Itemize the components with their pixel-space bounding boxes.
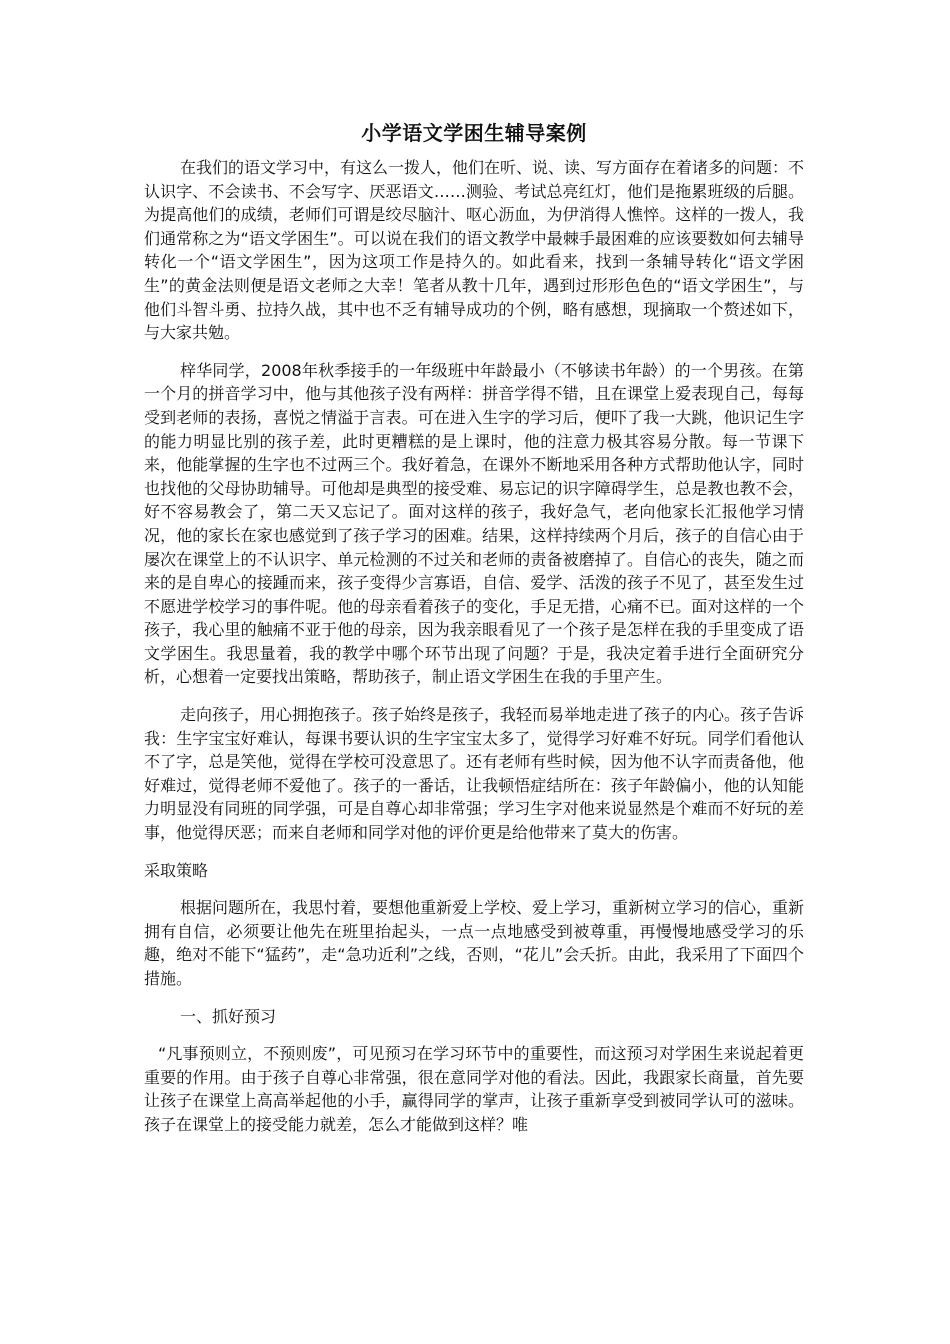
paragraph-case-background: 梓华同学，2008年秋季接手的一年级班中年龄最小（不够读书年龄）的一个男孩。在第一个月的拼音学习中，他与其他孩子没有两样：拼音学得不错，且在课堂上爱表现自己，每每受到老师的表扬，喜悦之情溢于言表。可在进入生字的学习后，便吓了我一大跳，他识记生字的能力明显比别的孩子差，此时更糟糕的是上课时，他的注意力极其容易分散。每一节课下来，他能掌握的生字也不过两三个。我好着急，在课外不断地采用各种方式帮助他认字，同时也找他的父母协助辅导。可他却是典型的接受难、易忘记的识字障碍学生，总是教也教不会，好不容易教会了，第二天又忘记了。面对这样的孩子，我好急气，老向他家长汇报他学习情况，他的家长在家也感觉到了孩子学习的困难。结果，这样持续两个月后，孩子的自信心由于屡次在课堂上的不认识字、单元检测的不过关和老师的责备被磨掉了。自信心的丧失，随之而来的是自卑心的接踵而来，孩子变得少言寡语，自信、爱学、活泼的孩子不见了，甚至发生过不愿进学校学习的事件呢。他的母亲看着孩子的变化，手足无措，心痛不已。面对这样的一个孩子，我心里的触痛不亚于他的母亲，因为我亲眼看见了一个孩子是怎样在我的手里变成了语文学困生。我思量着，我的教学中哪个环节出现了问题？于是，我决定着手进行全面研究分析，心想着一定要找出策略，帮助孩子，制止语文学困生在我的手里产生。 bbox=[144, 360, 804, 687]
paragraph-intro: 在我们的语文学习中，有这么一拨人，他们在听、说、读、写方面存在着诸多的问题：不认识字、不会读书、不会写字、厌恶语文……测验、考试总亮红灯，他们是拖累班级的后腿。为提高他们的成绩，老师们可谓是绞尽脑汁、呕心沥血，为伊消得人憔悴。这样的一拨人，我们通常称之为“语文学困生”。可以说在我们的语文教学中最棘手最困难的应该要数如何去辅导转化一个“语文学困生”，因为这项工作是持久的。如此看来，找到一条辅导转化“语文学困生”的黄金法则便是语文老师之大幸！笔者从教十几年，遇到过形形色色的“语文学困生”，与他们斗智斗勇、拉持久战，其中也不乏有辅导成功的个例，略有感想，现摘取一个赘述如下，与大家共勉。 bbox=[144, 158, 805, 343]
paragraph-preview: “凡事预则立，不预则废”，可见预习在学习环节中的重要性，而这预习对学困生来说起着更重要的作用。由于孩子自尊心非常强，很在意同学对他的看法。因此，我跟家长商量，首先要让孩子在课堂上高高举起他的小手，赢得同学的掌声，让孩子重新享受到被同学认可的滋味。孩子在课堂上的接受能力就差，怎么才能做到这样？唯 bbox=[144, 1044, 804, 1134]
document-title: 小学语文学困生辅导案例 bbox=[361, 121, 587, 145]
section-heading-preview: 一、抓好预习 bbox=[180, 1006, 277, 1026]
section-heading-strategy: 采取策略 bbox=[144, 860, 209, 880]
paragraph-strategy: 根据问题所在，我思忖着，要想他重新爱上学校、爱上学习，重新树立学习的信心，重新拥有自信，必须要让他先在班里抬起头，一点一点地感受到被尊重，再慢慢地感受学习的乐趣，绝对不能下“猛药”，走“急功近利”之线，否则，“花儿”会夭折。由此，我采用了下面四个措施。 bbox=[144, 898, 805, 988]
paragraph-approach-child: 走向孩子，用心拥抱孩子。孩子始终是孩子，我轻而易举地走进了孩子的内心。孩子告诉我：生字宝宝好难认，每课书要认识的生字宝宝太多了，觉得学习好难不好玩。同学们看他认不了字，总是笑他，觉得在学校可没意思了。还有老师有些时候，因为他不认字而责备他，他好难过，觉得老师不爱他了。孩子的一番话，让我顿悟症结所在：孩子年龄偏小，他的认知能力明显没有同班的同学强，可是自尊心却非常强；学习生字对他来说显然是个难而不好玩的差事，他觉得厌恶；而来自老师和同学对他的评价更是给他带来了莫大的伤害。 bbox=[144, 705, 805, 843]
document-body bbox=[144, 114, 804, 1151]
